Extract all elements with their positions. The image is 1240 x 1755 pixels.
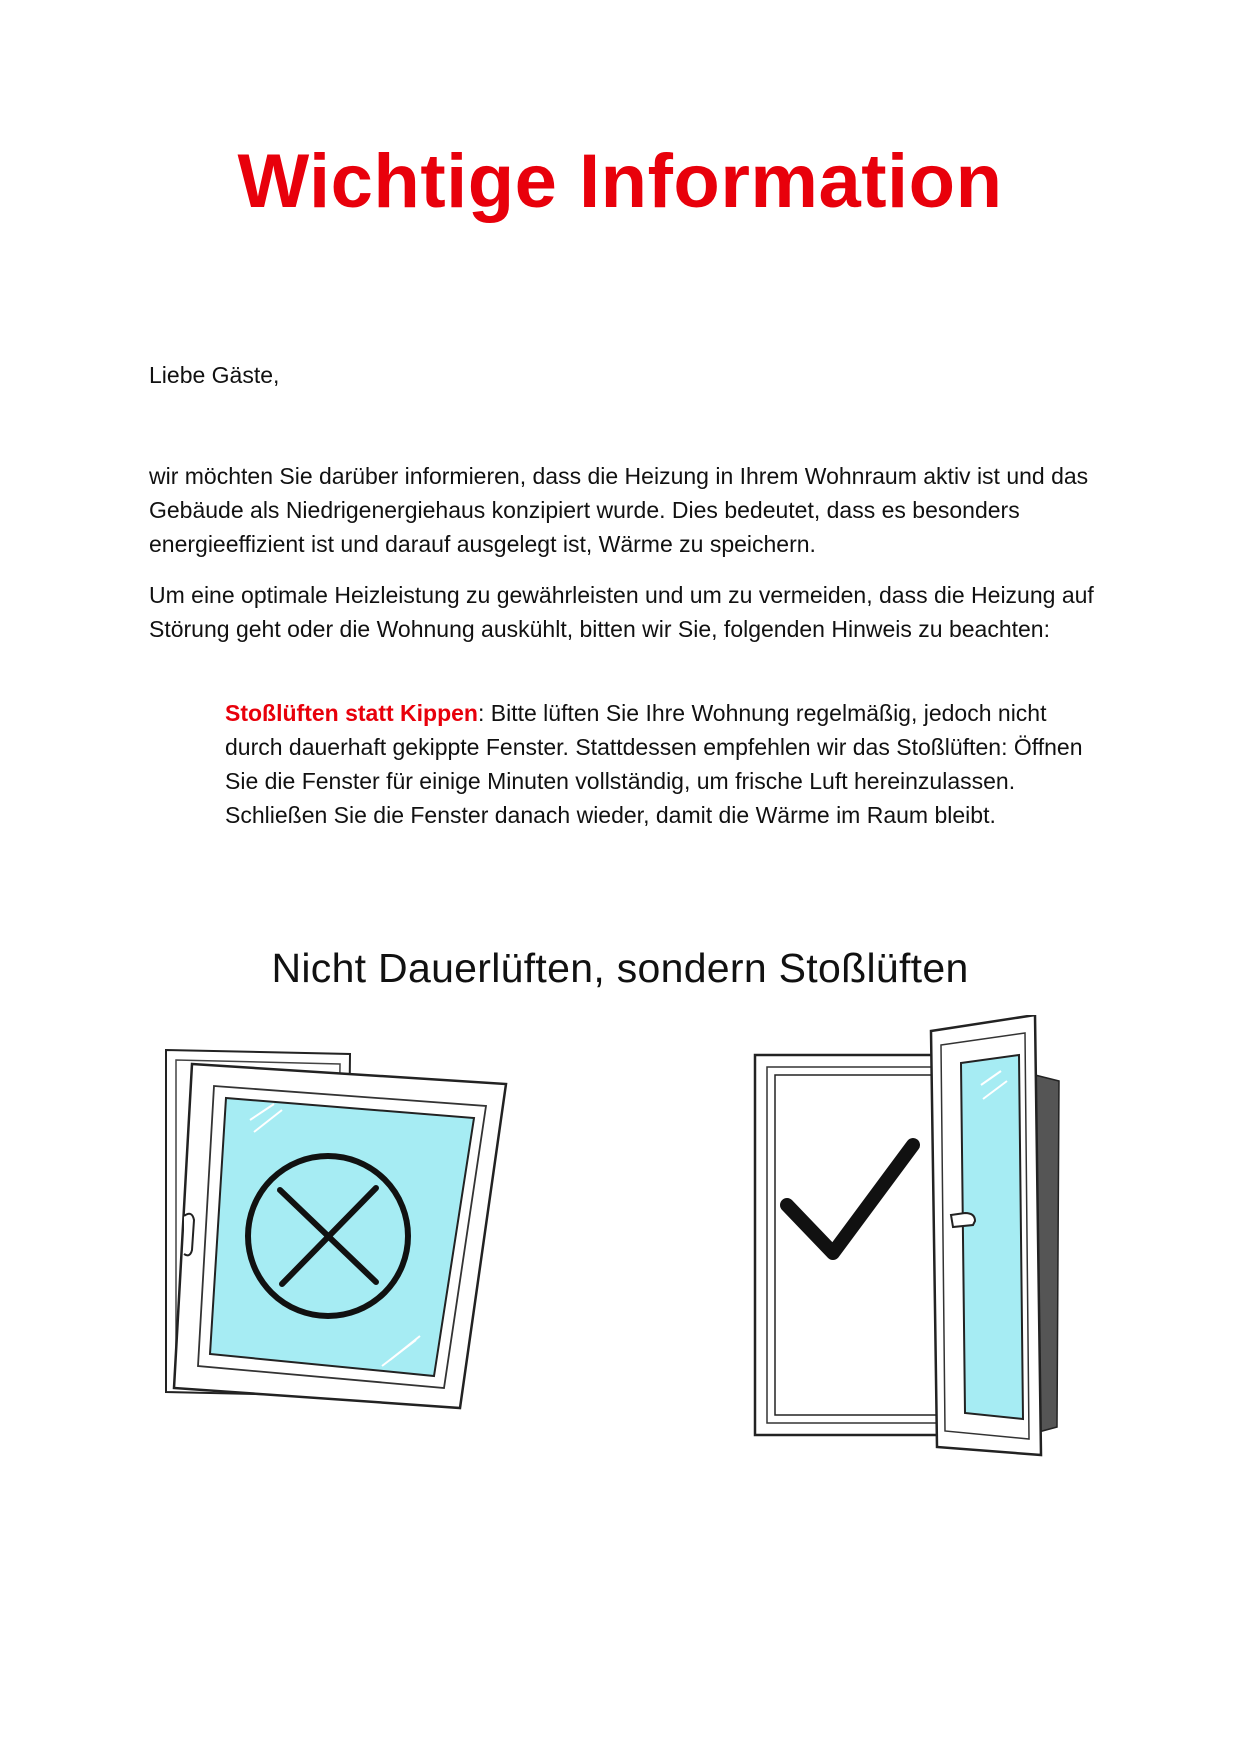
ventilation-note <box>225 696 1105 832</box>
illustration-caption: Nicht Dauerlüften, sondern Stoßlüften <box>271 945 969 991</box>
page-title: Wichtige Information <box>237 139 1003 224</box>
ventilation-note-key: Stoßlüften statt Kippen <box>225 700 478 726</box>
open-window-illustration <box>745 1015 1075 1470</box>
paragraph-intro: wir möchten Sie darüber informieren, dass die Heizung in Ihrem Wohnraum aktiv ist und das Gebäude als Niedrigenergiehaus konzipiert wurde. Dies bedeutet, dass es besonders energieeffizient ist und darauf ausgelegt ist, Wärme zu speichern. <box>149 463 1089 557</box>
window-handle-icon <box>184 1214 194 1256</box>
window-handle-icon <box>951 1213 975 1227</box>
greeting: Liebe Gäste, <box>149 362 280 388</box>
tilted-window-illustration <box>150 1040 530 1440</box>
ventilation-note-text: : Bitte lüften Sie Ihre Wohnung regelmäßig, jedoch nicht durch dauerhaft gekippte Fenster. Stattdessen empfehlen wir das Stoßlüften: Öffnen Sie die Fenster für einige Minuten vollständig, um frische Luft hereinzulassen. Schließen Sie die Fenster danach wieder, damit die Wärme im Raum bleibt. <box>225 700 1083 828</box>
window-glass <box>961 1055 1023 1419</box>
paragraph-request: Um eine optimale Heizleistung zu gewährleisten und um zu vermeiden, dass die Heizung auf Störung geht oder die Wohnung auskühlt, bitten wir Sie, folgenden Hinweis zu beachten: <box>149 582 1094 642</box>
